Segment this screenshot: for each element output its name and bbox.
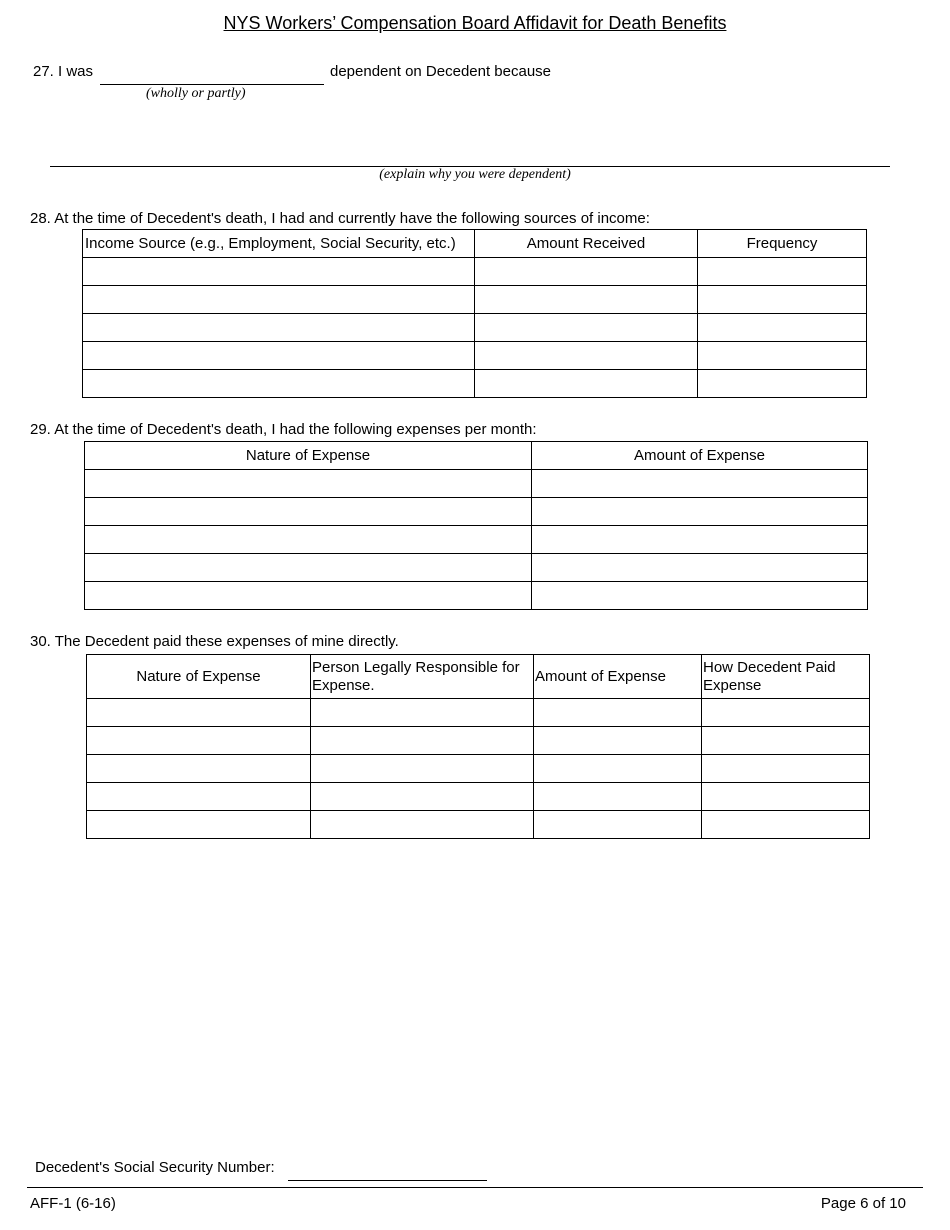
table-cell[interactable] [698,314,867,342]
table-cell[interactable] [534,783,702,811]
q30-label: 30. The Decedent paid these expenses of mine directly. [30,633,399,650]
table-cell[interactable] [475,342,698,370]
table-cell[interactable] [85,582,532,610]
table-row [83,314,867,342]
table-cell[interactable] [532,470,868,498]
table-cell[interactable] [87,699,311,727]
q27-hint-explain: (explain why you were dependent) [379,167,571,182]
footer-divider [27,1187,923,1188]
table-cell[interactable] [311,699,534,727]
q27-suffix: dependent on Decedent because [330,63,552,80]
table-row [87,811,870,839]
column-header: Nature of Expense [85,442,532,470]
table-row [85,554,868,582]
table-cell[interactable] [83,314,475,342]
table-row [87,727,870,755]
q27-hint-wholly: (wholly or partly) [146,86,246,101]
table-cell[interactable] [532,582,868,610]
table-cell[interactable] [85,554,532,582]
table-cell[interactable] [532,526,868,554]
q27-prefix: 27. I was [33,63,94,80]
table-cell[interactable] [534,727,702,755]
table-cell[interactable] [85,470,532,498]
table-cell[interactable] [311,755,534,783]
ssn-field[interactable] [288,1180,487,1181]
column-header: Income Source (e.g., Employment, Social Security, etc.) [83,230,475,258]
q29-label: 29. At the time of Decedent's death, I had the following expenses per month: [30,421,537,438]
table-row [83,286,867,314]
table-header-row [83,230,867,258]
column-header: Frequency [698,230,867,258]
table-cell[interactable] [83,286,475,314]
table-cell[interactable] [475,286,698,314]
table-cell[interactable] [534,699,702,727]
table-row [87,783,870,811]
table-cell[interactable] [702,727,870,755]
table-cell[interactable] [698,258,867,286]
table-cell[interactable] [532,554,868,582]
column-header: Person Legally Responsible for Expense. [311,655,534,699]
table-cell[interactable] [702,811,870,839]
dependency-extent-field[interactable] [100,84,324,85]
table-cell[interactable] [475,314,698,342]
table-cell[interactable] [85,498,532,526]
table-cell[interactable] [534,811,702,839]
table-cell[interactable] [475,258,698,286]
table-cell[interactable] [534,755,702,783]
table-cell[interactable] [702,755,870,783]
ssn-label: Decedent's Social Security Number: [35,1159,275,1176]
table-row [85,582,868,610]
q28-label: 28. At the time of Decedent's death, I had and currently have the following sources of income: [30,210,650,227]
income-sources-table [82,229,867,398]
column-header: Amount Received [475,230,698,258]
table-row [85,526,868,554]
table-cell[interactable] [532,498,868,526]
table-cell[interactable] [698,370,867,398]
table-cell[interactable] [311,811,534,839]
table-cell[interactable] [87,811,311,839]
column-header: Amount of Expense [534,655,702,699]
form-id: AFF-1 (6-16) [30,1195,116,1212]
table-header-row [85,442,868,470]
page-number: Page 6 of 10 [820,1195,906,1212]
table-row [83,370,867,398]
table-cell[interactable] [311,727,534,755]
table-cell[interactable] [311,783,534,811]
column-header: Nature of Expense [87,655,311,699]
table-row [83,342,867,370]
table-cell[interactable] [83,370,475,398]
table-row [87,699,870,727]
table-cell[interactable] [87,783,311,811]
paid-expenses-table [86,654,870,839]
table-row [83,258,867,286]
table-cell[interactable] [83,342,475,370]
page-title: NYS Workers’ Compensation Board Affidavit for Death Benefits [223,13,727,33]
table-cell[interactable] [83,258,475,286]
table-cell[interactable] [702,783,870,811]
table-cell[interactable] [702,699,870,727]
table-row [85,470,868,498]
table-cell[interactable] [698,342,867,370]
table-cell[interactable] [698,286,867,314]
table-cell[interactable] [85,526,532,554]
table-cell[interactable] [87,727,311,755]
column-header: Amount of Expense [532,442,868,470]
table-row [85,498,868,526]
monthly-expenses-table [84,441,868,610]
table-row [87,755,870,783]
column-header: How Decedent Paid Expense [702,655,870,699]
table-cell[interactable] [87,755,311,783]
table-header-row [87,655,870,699]
table-cell[interactable] [475,370,698,398]
